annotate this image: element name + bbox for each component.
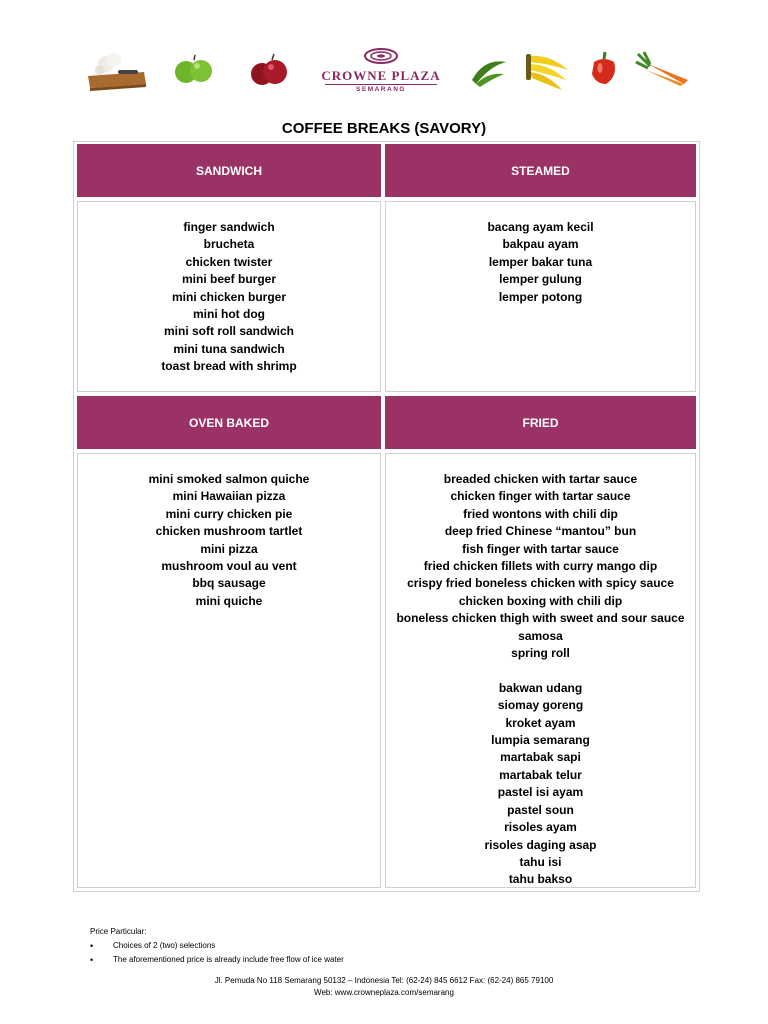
footer-web-link[interactable]: Web: www.crowneplaza.com/semarang <box>314 988 454 997</box>
price-notes-heading: Price Particular: <box>90 927 147 936</box>
logo-city: SEMARANG <box>356 86 406 93</box>
list-item: fried chicken fillets with curry mango dip <box>423 559 658 574</box>
list-item: lemper bakar tuna <box>488 254 593 269</box>
list-item: mini quiche <box>195 593 263 608</box>
list-item: samosa <box>518 628 563 643</box>
list-item: finger sandwich <box>183 220 275 234</box>
list-item: martabak sapi <box>500 750 581 765</box>
price-note-item: • The aforementioned price is already include free flow of ice water <box>90 953 344 967</box>
price-note-item: • Choices of 2 (two) selections <box>90 939 344 953</box>
logo-rule <box>325 84 437 85</box>
list-item: mini curry chicken pie <box>165 506 293 521</box>
list-item: mushroom voul au vent <box>161 559 297 574</box>
list-item: siomay goreng <box>497 698 584 713</box>
bananas-icon <box>524 46 572 92</box>
list-item: tahu bakso <box>508 872 573 887</box>
green-chilies-icon <box>468 54 510 88</box>
list-item: pastel isi ayam <box>497 785 584 800</box>
list-item: deep fried Chinese “mantou” bun <box>444 524 637 539</box>
list-item: crispy fried boneless chicken with spicy sauce <box>407 576 674 591</box>
list-item: mini hot dog <box>193 307 265 322</box>
list-item: pastel soun <box>507 802 574 817</box>
list-item: mini soft roll sandwich <box>163 324 294 339</box>
list-item: risoles ayam <box>504 820 577 835</box>
list-item: spring roll <box>511 646 570 661</box>
list-item: mini smoked salmon quiche <box>148 472 310 486</box>
list-item: lemper gulung <box>499 272 582 287</box>
list-item: fried wontons with chili dip <box>463 506 618 521</box>
price-notes-list <box>90 939 344 967</box>
list-item: chicken finger with tartar sauce <box>450 489 631 504</box>
page-title: COFFEE BREAKS (SAVORY) <box>281 120 487 137</box>
price-notes <box>90 925 344 967</box>
logo-name: CROWNE PLAZA <box>321 68 441 83</box>
crown-emblem-icon <box>361 48 401 64</box>
section-items-fried <box>385 453 696 888</box>
list-item: bakwan udang <box>498 680 583 695</box>
list-item: chicken boxing with chili dip <box>458 593 623 608</box>
carrots-icon <box>634 50 690 86</box>
section-heading-sandwich: SANDWICH <box>77 144 381 197</box>
list-item: lumpia semarang <box>491 733 590 748</box>
red-apples-icon <box>248 50 290 90</box>
section-items-oven-baked <box>77 453 381 888</box>
list-item: mini tuna sandwich <box>173 341 285 356</box>
menu-table <box>73 141 700 892</box>
list-item: tahu isi <box>519 854 562 869</box>
list-item: chicken twister <box>185 254 273 269</box>
section-heading-fried: FRIED <box>385 396 696 449</box>
crowne-plaza-logo <box>319 48 443 92</box>
list-item: brucheta <box>203 237 255 252</box>
list-item: mini pizza <box>200 541 258 556</box>
list-item: risoles daging asap <box>484 837 597 852</box>
list-item: fish finger with tartar sauce <box>462 541 619 556</box>
list-item: mini chicken burger <box>171 289 287 304</box>
list-item: lemper potong <box>498 289 583 304</box>
list-item: bakpau ayam <box>502 237 579 252</box>
list-item: breaded chicken with tartar sauce <box>443 472 638 486</box>
list-item: toast bread with shrimp <box>161 359 297 374</box>
list-item: chicken mushroom tartlet <box>155 524 303 539</box>
list-spacer <box>386 662 695 679</box>
section-items-steamed <box>385 201 696 392</box>
page-header <box>80 40 690 102</box>
list-item: martabak telur <box>499 767 582 782</box>
list-item: bacang ayam kecil <box>487 220 594 234</box>
footer-address: Jl. Pemuda No 118 Semarang 50132 – Indonesia Tel: (62-24) 845 6612 Fax: (62-24) 865 79100 <box>214 976 554 985</box>
cutting-board-garlic-icon <box>84 48 150 94</box>
green-apples-icon <box>172 52 216 88</box>
page-footer <box>0 975 768 999</box>
list-item: kroket ayam <box>505 715 576 730</box>
list-item: mini beef burger <box>181 272 276 287</box>
section-heading-steamed: STEAMED <box>385 144 696 197</box>
list-item: boneless chicken thigh with sweet and sour sauce <box>396 611 685 626</box>
red-pepper-icon <box>588 50 620 86</box>
section-heading-oven-baked: OVEN BAKED <box>77 396 381 449</box>
section-items-sandwich <box>77 201 381 392</box>
list-item: mini Hawaiian pizza <box>172 489 286 504</box>
list-item: bbq sausage <box>192 576 266 591</box>
